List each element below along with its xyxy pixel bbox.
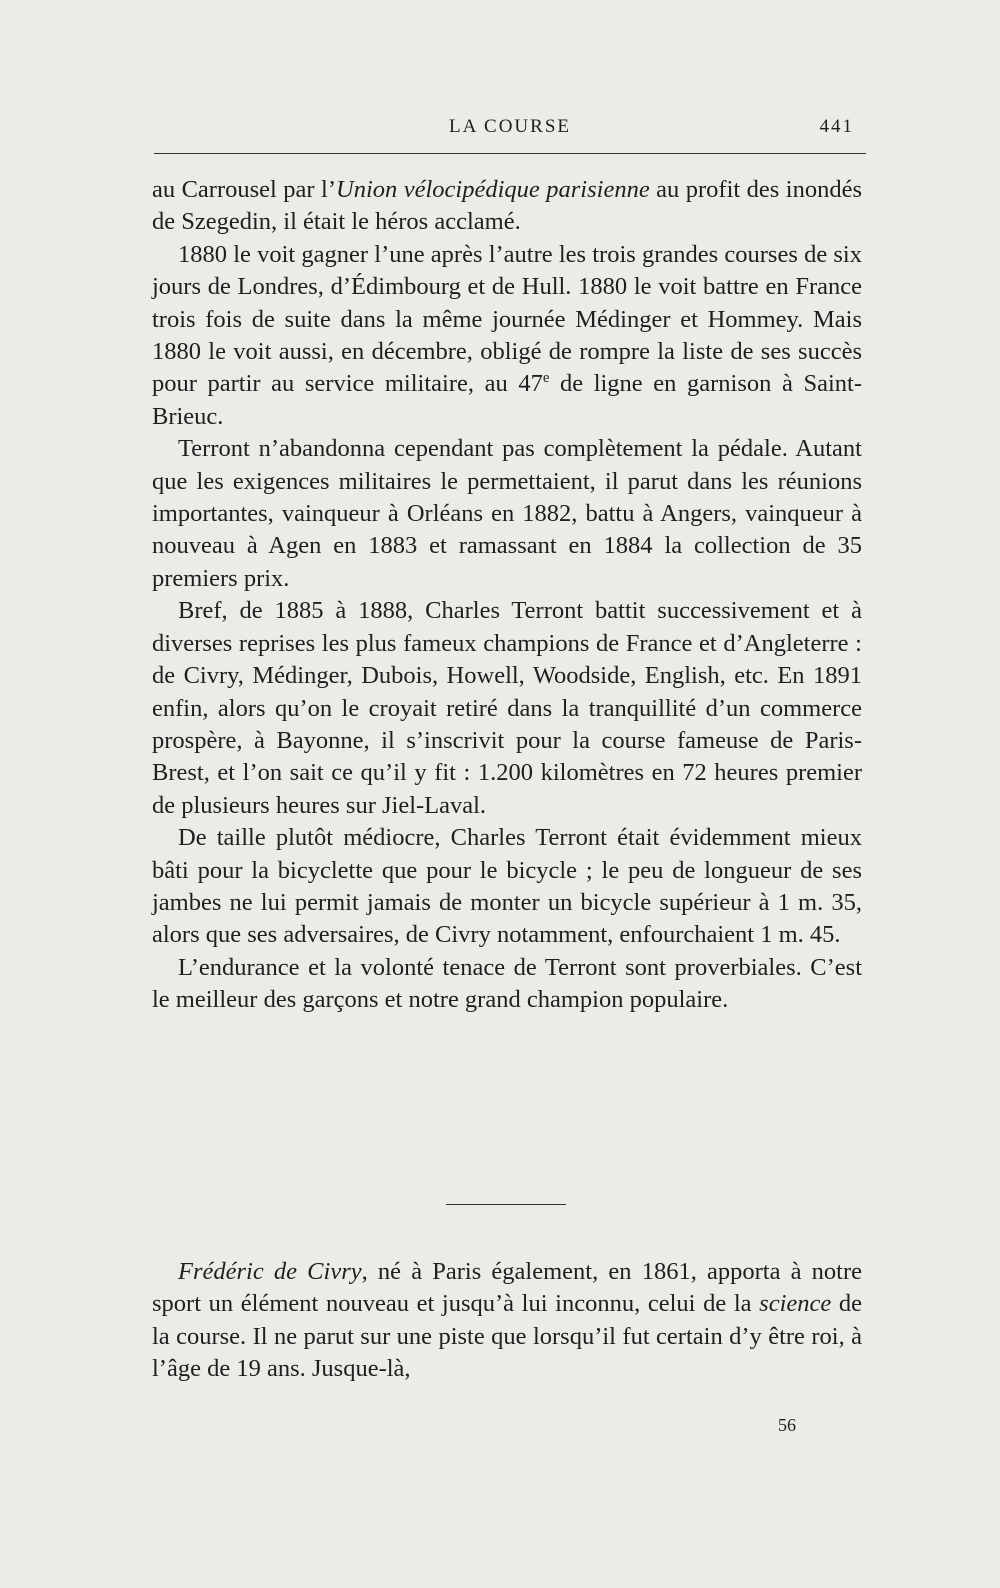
paragraph <box>152 174 862 239</box>
italic-run: Union vélocipédique parisienne <box>336 176 650 203</box>
text-run: Bref, de 1885 à 1888, Charles Terront battit successivement et à diverses reprises les plus fameux champions de France et d’Angleterre : de Civry, Médinger, Dubois, Howell, Woodside, English, etc. En 1891 enfin, alors qu’on le croyait retiré dans la tranquillité d’un commerce prospère, à Bayonne, il s’inscrivit pour la course fameuse de Paris-Brest, et l’on sait ce qu’il y fit : 1.200 kilomètres en 72 heures premier de plusieurs heures sur Jiel-Laval. <box>152 597 862 819</box>
header-rule <box>154 153 866 154</box>
section-divider <box>446 1204 566 1205</box>
text-run: de la course. Il ne parut sur une piste que lorsqu’il fut certain d’y être roi, à l’âge de 19 ans. Jusque-là, <box>152 1290 863 1383</box>
running-title: LA COURSE <box>449 116 571 137</box>
text-run: De taille plutôt médiocre, Charles Terront était évidemment mieux bâti pour la bicyclette que pour le bicycle ; le peu de longueur de ses jambes ne lui permit jamais de monter un bicycle supérieur à 1 m. 35, alors que ses adversaires, de Civry notamment, enfourchaient 1 m. 45. <box>152 824 862 949</box>
running-header <box>154 116 866 146</box>
italic-run: Frédéric de Civry <box>178 1258 362 1285</box>
text-run: au profit des inondés de Szegedin, il était le héros acclamé. <box>152 176 863 236</box>
text-run: L’endurance et la volonté tenace de Terront sont proverbiales. C’est le meilleur des garçons et notre grand champion populaire. <box>152 953 862 1014</box>
paragraph <box>152 433 862 595</box>
superscript-run: e <box>542 370 550 387</box>
paragraph <box>152 952 862 1017</box>
text-run: Terront n’abandonna cependant pas complètement la pédale. Autant que les exigences militaires le permettaient, il parut dans les réunions importantes, vainqueur à Orléans en 1882, battu à Angers, vainqueur à nouveau à Agen en 1883 et ramassant en 1884 la collection de 35 premiers prix. <box>152 435 862 592</box>
main-text <box>152 174 862 1017</box>
section-text <box>152 1256 862 1386</box>
signature-mark: 56 <box>778 1415 796 1435</box>
text-run: 1880 le voit gagner l’une après l’autre les trois grandes courses de six jours de Londres, d’Édimbourg et de Hull. 1880 le voit battre en France trois fois de suite dans la même journée Médinger et Hommey. Mais 1880 le voit aussi, en décembre, obligé de rompre la liste de ses succès pour partir au service militaire, au 47 <box>152 240 862 398</box>
page-number: 441 <box>819 116 854 137</box>
italic-run: science <box>759 1290 832 1318</box>
paragraph <box>152 239 862 433</box>
paragraph <box>152 1256 862 1386</box>
text-run: de ligne en garnison à Saint-Brieuc. <box>152 370 862 430</box>
text-run: au Carrousel par l’ <box>152 176 337 203</box>
paragraph <box>152 822 862 952</box>
paragraph <box>152 595 862 822</box>
text-run: , né à Paris également, en 1861, apporta à notre sport un élément nouveau et jusqu’à lui inconnu, celui de la <box>152 1258 863 1318</box>
